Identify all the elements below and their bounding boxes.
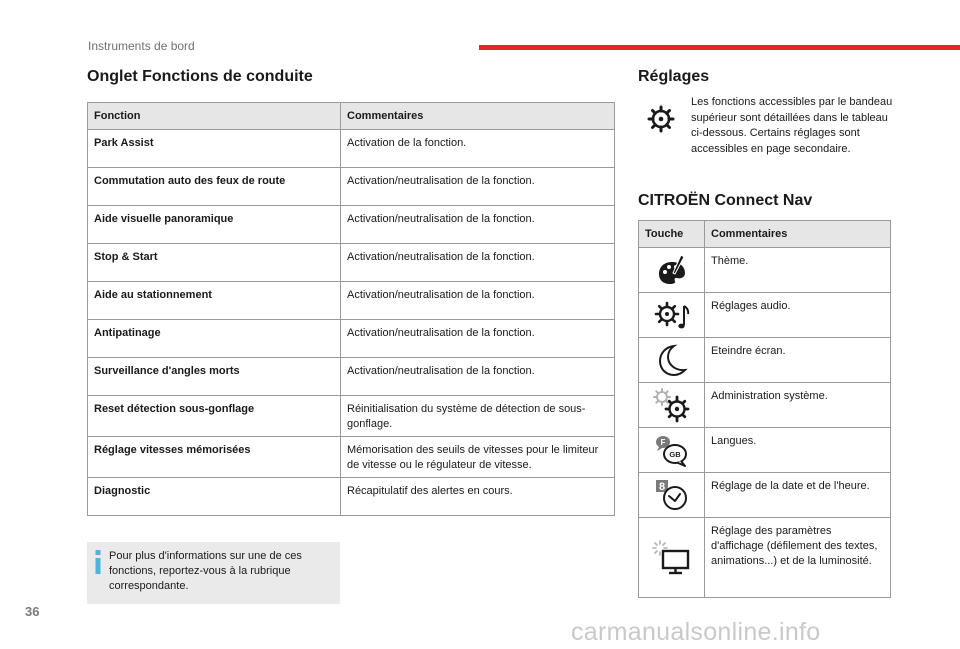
fonction-cell: Antipatinage xyxy=(88,320,341,358)
commentaire-cell: Mémorisation des seuils de vitesses pour le limiteur de vitesse ou le régulateur de vitesse. xyxy=(341,437,615,478)
column-header-commentaires: Commentaires xyxy=(705,221,891,248)
table-row xyxy=(88,320,615,358)
commentaire-cell: Activation/neutralisation de la fonction. xyxy=(341,168,615,206)
table-row xyxy=(639,428,891,473)
fonction-cell: Réglage vitesses mémorisées xyxy=(88,437,341,478)
commentaire-cell: Thème. xyxy=(705,248,891,293)
commentaire-cell: Réglage des paramètres d'affichage (défilement des textes, animations...) et de la luminosité. xyxy=(705,518,891,598)
fonction-cell: Reset détection sous-gonflage xyxy=(88,396,341,437)
commentaire-cell: Activation/neutralisation de la fonction. xyxy=(341,206,615,244)
table-row xyxy=(639,293,891,338)
commentaire-cell: Récapitulatif des alertes en cours. xyxy=(341,478,615,516)
table-row xyxy=(88,282,615,320)
fonction-cell: Stop & Start xyxy=(88,244,341,282)
commentaire-cell: Activation de la fonction. xyxy=(341,130,615,168)
touches-table xyxy=(638,220,891,598)
table-row xyxy=(88,206,615,244)
column-header-touche: Touche xyxy=(639,221,705,248)
fonction-cell: Aide au stationnement xyxy=(88,282,341,320)
language-bubble-icon xyxy=(653,432,691,468)
info-note-box xyxy=(87,542,340,604)
fonction-cell: Aide visuelle panoramique xyxy=(88,206,341,244)
gear-music-icon xyxy=(652,297,692,333)
table-header-row xyxy=(88,103,615,130)
commentaire-cell: Activation/neutralisation de la fonction. xyxy=(341,282,615,320)
gear-icon xyxy=(646,104,676,134)
commentaire-cell: Administration système. xyxy=(705,383,891,428)
moon-icon xyxy=(654,342,690,378)
commentaire-cell: Activation/neutralisation de la fonction. xyxy=(341,244,615,282)
touche-cell xyxy=(639,428,705,473)
column-header-commentaires: Commentaires xyxy=(341,103,615,130)
table-header-row xyxy=(639,221,891,248)
watermark: carmanualsonline.info xyxy=(571,618,821,646)
table-row xyxy=(88,478,615,516)
commentaire-cell: Activation/neutralisation de la fonction. xyxy=(341,320,615,358)
palette-icon xyxy=(654,252,690,288)
header-accent-bar xyxy=(479,45,960,50)
display-brightness-icon xyxy=(651,539,693,577)
commentaire-cell: Réinitialisation du système de détection de sous-gonflage. xyxy=(341,396,615,437)
touche-cell xyxy=(639,473,705,518)
table-row xyxy=(88,130,615,168)
info-icon xyxy=(93,550,103,574)
page-number: 36 xyxy=(25,604,40,619)
commentaire-cell: Réglages audio. xyxy=(705,293,891,338)
commentaire-cell: Activation/neutralisation de la fonction. xyxy=(341,358,615,396)
table-row xyxy=(88,244,615,282)
info-note-text: Pour plus d'informations sur une de ces fonctions, reportez-vous à la rubrique correspondante. xyxy=(109,550,302,592)
table-row xyxy=(639,383,891,428)
language-badge-gb: GB xyxy=(668,450,681,459)
touche-cell xyxy=(639,383,705,428)
fonction-cell: Diagnostic xyxy=(88,478,341,516)
section-title-fonctions: Onglet Fonctions de conduite xyxy=(87,68,313,85)
touche-cell xyxy=(639,293,705,338)
table-row xyxy=(88,168,615,206)
double-gear-icon xyxy=(651,386,693,424)
table-row xyxy=(639,518,891,598)
language-badge-f: F xyxy=(660,438,665,447)
commentaire-cell: Eteindre écran. xyxy=(705,338,891,383)
table-row xyxy=(88,358,615,396)
touche-cell xyxy=(639,518,705,598)
fonction-cell: Park Assist xyxy=(88,130,341,168)
commentaire-cell: Réglage de la date et de l'heure. xyxy=(705,473,891,518)
commentaire-cell: Langues. xyxy=(705,428,891,473)
fonction-cell: Commutation auto des feux de route xyxy=(88,168,341,206)
column-header-fonction: Fonction xyxy=(88,103,341,130)
fonction-cell: Surveillance d'angles morts xyxy=(88,358,341,396)
table-row xyxy=(639,338,891,383)
fonctions-table xyxy=(87,102,615,516)
section-title-connect-nav: CITROËN Connect Nav xyxy=(638,192,813,209)
calendar-badge: 8 xyxy=(658,481,665,493)
touche-cell xyxy=(639,338,705,383)
chapter-title: Instruments de bord xyxy=(88,39,195,53)
table-row xyxy=(639,248,891,293)
clock-icon xyxy=(653,477,691,513)
section-title-reglages: Réglages xyxy=(638,68,710,85)
table-row xyxy=(88,437,615,478)
touche-cell xyxy=(639,248,705,293)
reglages-description: Les fonctions accessibles par le bandeau supérieur sont détaillées dans le tableau ci-dessous. Certains réglages sont accessibles en page secondaire. xyxy=(691,96,893,155)
table-row xyxy=(88,396,615,437)
table-row xyxy=(639,473,891,518)
